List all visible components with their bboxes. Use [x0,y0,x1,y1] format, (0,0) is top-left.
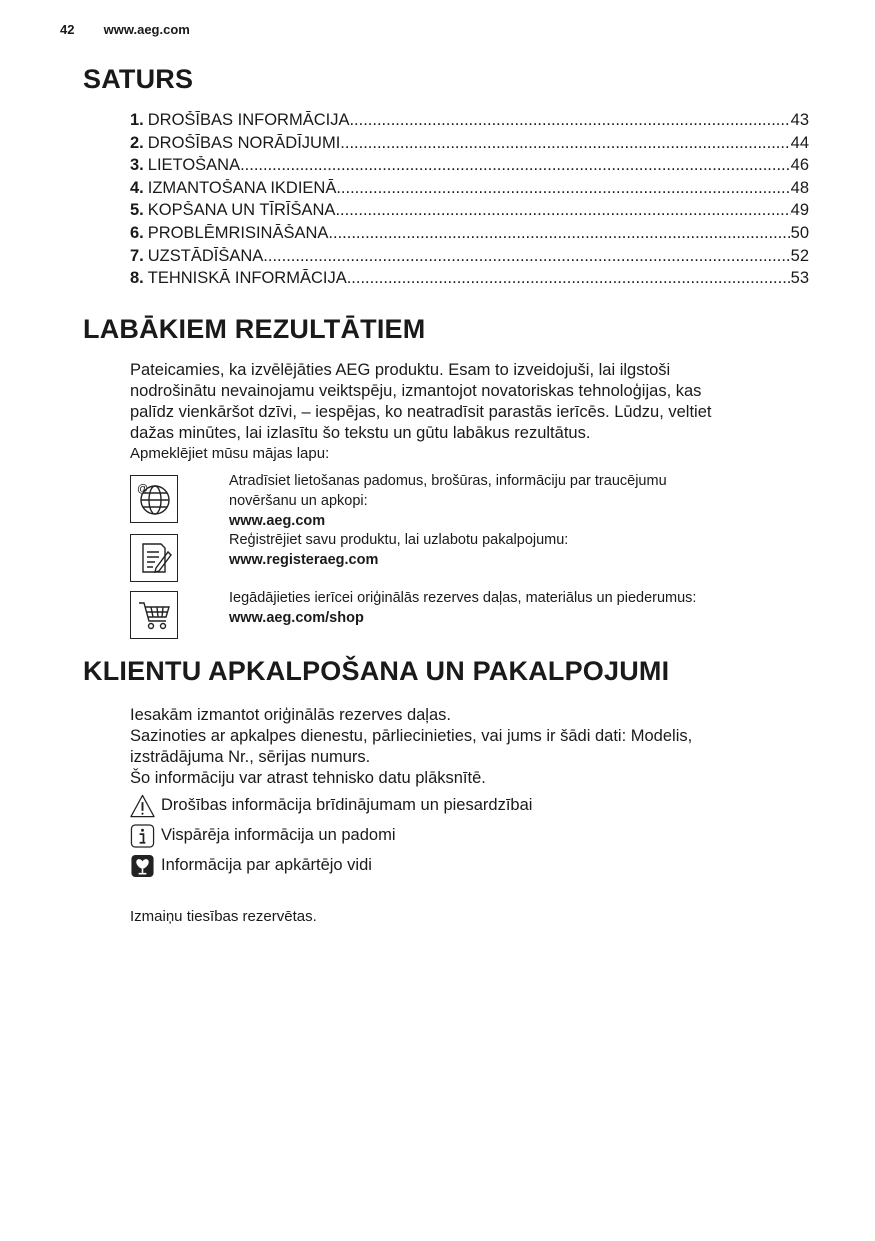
toc-item-number: 2. [130,133,144,152]
link-description: Atradīsiet lietošanas padomus, brošūras, informāciju par traucējumu [229,473,667,489]
toc-item[interactable] [130,134,809,157]
link-description: Iegādājieties ierīcei oriģinālās rezerves daļas, materiālus un piederumus: [229,590,697,606]
service-line: Iesakām izmantot oriģinālās rezerves daļas. [130,706,451,724]
page-header [60,22,190,37]
register-url-link[interactable]: www.registeraeg.com [229,552,379,568]
toc-item-title: DROŠĪBAS INFORMĀCIJA [147,111,350,129]
toc-heading: SATURS [83,64,194,94]
toc-item-page: 46 [790,156,809,175]
service-line: Sazinoties ar apkalpes dienestu, pārliecinieties, vai jums ir šādi dati: Modelis, [130,727,693,745]
toc-item-number: 5. [130,201,144,220]
toc-item-number: 8. [130,269,144,288]
symbol-legend-info [130,823,396,848]
table-of-contents [130,111,809,292]
service-line: izstrādājuma Nr., sērijas numurs. [130,748,371,766]
toc-leader-dots [335,201,790,220]
symbol-legend-warning [130,793,532,818]
website-link-text [229,471,789,531]
service-line: Šo informāciju var atrast tehnisko datu plāksnītē. [130,769,486,787]
symbol-legend-text: Drošības informācija brīdinājumam un piesardzībai [161,796,533,814]
toc-item[interactable] [130,201,809,224]
toc-item[interactable] [130,179,809,202]
symbol-legend-environment [130,853,372,878]
toc-item-page: 52 [790,246,809,265]
toc-item-number: 1. [130,111,144,129]
shop-url-link[interactable]: www.aeg.com/shop [229,610,364,626]
shop-link-row [130,590,697,639]
rights-reserved-note: Izmaiņu tiesības rezervētas. [130,908,317,925]
intro-line: Pateicamies, ka izvēlējāties AEG produktu. Esam to izveidojuši, lai ilgstoši [130,361,671,379]
page-number: 42 [60,22,75,37]
toc-item-page: 50 [790,223,809,242]
register-link-text [229,530,789,570]
toc-item[interactable] [130,111,809,134]
toc-item-title: IZMANTOŠANA IKDIENĀ [147,178,337,197]
toc-item-page: 44 [790,133,809,152]
toc-item[interactable] [130,269,809,292]
toc-leader-dots [347,269,791,288]
toc-item[interactable] [130,224,809,247]
toc-item-title: TEHNISKĀ INFORMĀCIJA [147,269,347,288]
website-link-row [130,473,667,529]
intro-line: nodrošinātu nevainojamu veiktspēju, izmantojot novatoriskas tehnoloģijas, kas [130,382,702,400]
toc-item-title: KOPŠANA UN TĪRĪŠANA [147,201,336,220]
info-icon [130,823,155,848]
register-link-row [130,532,569,582]
intro-paragraph [130,360,810,444]
toc-item-number: 4. [130,178,144,197]
toc-item-page: 49 [790,201,809,220]
website-url-link[interactable]: www.aeg.com [229,513,326,529]
service-paragraph [130,705,810,789]
svg-text:@: @ [137,483,149,495]
toc-item-title: LIETOŠANA [147,156,241,175]
toc-leader-dots [336,179,790,198]
symbol-legend-text: Vispārēja informācija un padomi [161,826,396,844]
toc-item-title: PROBLĒMRISINĀŠANA [147,223,329,242]
toc-leader-dots [340,134,790,153]
toc-item-number: 6. [130,223,144,242]
warning-icon [130,793,155,818]
toc-leader-dots [349,111,790,130]
toc-item-number: 7. [130,246,144,265]
toc-item-title: DROŠĪBAS NORĀDĪJUMI [147,133,341,152]
link-description: Reģistrējiet savu produktu, lai uzlabotu pakalpojumu: [229,532,569,548]
visit-website-text: Apmeklējiet mūsu mājas lapu: [130,445,330,462]
globe-icon [130,475,178,523]
toc-item[interactable] [130,247,809,270]
shop-link-text [229,588,789,628]
toc-leader-dots [240,156,791,175]
registration-icon [130,534,178,582]
header-website: www.aeg.com [103,22,190,37]
toc-item-number: 3. [130,156,144,175]
toc-leader-dots [328,224,790,243]
toc-item-title: UZSTĀDĪŠANA [147,246,264,265]
shopping-cart-icon [130,591,178,639]
environment-icon [130,853,155,878]
service-heading: KLIENTU APKALPOŠANA UN PAKALPOJUMI [83,656,670,686]
link-description: novēršanu un apkopi: [229,493,368,509]
results-heading: LABĀKIEM REZULTĀTIEM [83,314,426,344]
intro-line: palīdz vienkāršot dzīvi, – iespējas, ko neatradīsit parastās ierīcēs. Lūdzu, veltiet [130,403,712,421]
symbol-legend-text: Informācija par apkārtējo vidi [161,856,372,874]
toc-item[interactable] [130,156,809,179]
toc-item-page: 48 [790,178,809,197]
toc-item-page: 43 [790,111,809,129]
intro-line: dažas minūtes, lai izlasītu šo tekstu un gūtu labākus rezultātus. [130,424,591,442]
toc-item-page: 53 [790,269,809,288]
toc-leader-dots [263,247,790,266]
